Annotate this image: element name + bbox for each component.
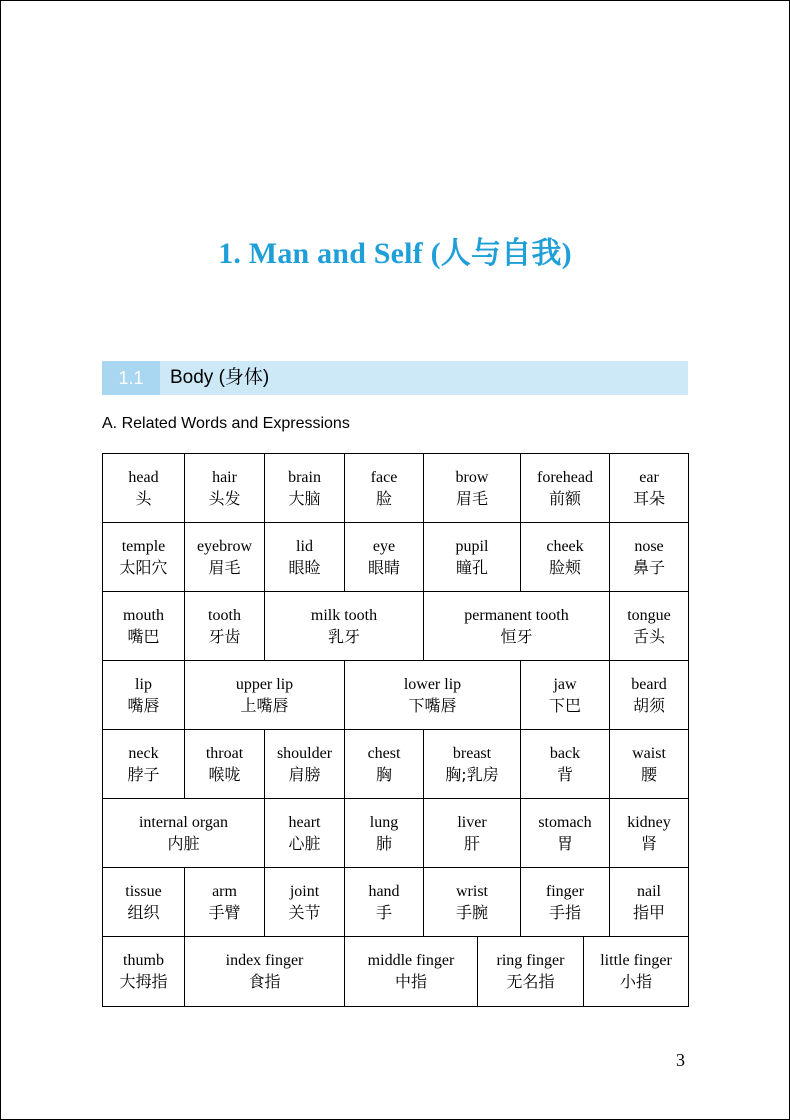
chinese-translation: 嘴唇 (127, 695, 160, 715)
chinese-translation: 胸 (375, 764, 392, 784)
vocab-cell (103, 592, 185, 660)
chinese-translation: 恒牙 (500, 626, 533, 646)
vocab-cell (345, 454, 424, 522)
english-word: throat (205, 744, 244, 762)
chinese-translation: 胃 (556, 833, 573, 853)
chinese-translation: 下嘴唇 (408, 695, 457, 715)
chinese-translation: 内脏 (167, 833, 200, 853)
section-header (102, 361, 688, 395)
vocab-cell (424, 730, 521, 798)
chinese-translation: 胸;乳房 (445, 764, 499, 784)
vocab-cell (185, 937, 345, 1006)
table-row (103, 661, 688, 730)
english-word: kidney (627, 813, 671, 831)
vocab-cell (521, 868, 610, 936)
chinese-translation: 关节 (288, 902, 321, 922)
chinese-translation: 脖子 (127, 764, 160, 784)
vocab-cell (521, 730, 610, 798)
vocab-cell (521, 523, 610, 591)
vocab-cell (103, 730, 185, 798)
chinese-translation: 耳朵 (632, 488, 665, 508)
chinese-translation: 喉咙 (208, 764, 241, 784)
table-row (103, 592, 688, 661)
english-word: index finger (225, 952, 304, 969)
english-word: thumb (123, 952, 164, 969)
chinese-translation: 大拇指 (119, 972, 168, 991)
chinese-translation: 鼻子 (632, 557, 665, 577)
chinese-translation: 中指 (394, 972, 427, 991)
chinese-translation: 舌头 (632, 626, 665, 646)
english-word: nose (634, 537, 664, 555)
vocab-cell (610, 592, 688, 660)
chinese-translation: 头 (135, 488, 152, 508)
vocab-cell (185, 454, 265, 522)
chinese-translation: 眉毛 (455, 488, 488, 508)
vocab-cell (424, 799, 521, 867)
vocab-cell (424, 523, 521, 591)
chinese-translation: 手指 (548, 902, 581, 922)
english-word: lip (135, 675, 152, 693)
chinese-translation: 腰 (640, 764, 657, 784)
english-word: milk tooth (310, 606, 378, 624)
chinese-translation: 头发 (208, 488, 241, 508)
english-word: middle finger (367, 952, 455, 969)
chinese-translation: 小指 (619, 972, 652, 991)
vocab-cell (610, 868, 688, 936)
english-word: heart (288, 813, 321, 831)
vocab-cell (610, 454, 688, 522)
vocab-cell (265, 730, 345, 798)
english-word: tongue (627, 606, 671, 624)
vocab-cell (185, 523, 265, 591)
chinese-translation: 眼睛 (367, 557, 400, 577)
english-word: ring finger (496, 952, 565, 969)
english-word: nail (637, 882, 661, 900)
vocab-cell (265, 523, 345, 591)
chinese-translation: 手 (375, 902, 392, 922)
vocab-cell (521, 799, 610, 867)
english-word: finger (545, 882, 585, 900)
vocab-cell (424, 454, 521, 522)
chapter-title: 1. Man and Self (人与自我) (218, 237, 572, 270)
vocab-cell (345, 661, 521, 729)
vocab-cell (103, 937, 185, 1006)
chinese-translation: 嘴巴 (127, 626, 160, 646)
english-word: internal organ (138, 813, 228, 831)
vocab-cell (103, 523, 185, 591)
english-word: hand (368, 882, 400, 900)
chinese-translation: 手臂 (208, 902, 241, 922)
vocab-cell (265, 454, 345, 522)
chinese-translation: 无名指 (506, 972, 555, 991)
page-number: 3 (676, 1050, 685, 1070)
chinese-translation: 瞳孔 (455, 557, 488, 577)
english-word: shoulder (276, 744, 333, 762)
vocab-cell (584, 937, 688, 1006)
chinese-translation: 肝 (463, 833, 480, 853)
chinese-translation: 胡须 (632, 695, 665, 715)
vocab-cell (185, 730, 265, 798)
english-word: ear (639, 468, 659, 486)
vocab-cell (521, 454, 610, 522)
vocab-cell (610, 523, 688, 591)
table-row (103, 799, 688, 868)
vocab-cell (610, 661, 688, 729)
english-word: back (549, 744, 581, 762)
table-row (103, 454, 688, 523)
vocab-cell (424, 592, 610, 660)
english-word: temple (121, 537, 166, 555)
english-word: stomach (538, 813, 592, 831)
subsection-heading: A. Related Words and Expressions (102, 415, 350, 432)
english-word: permanent tooth (464, 606, 569, 624)
chinese-translation: 手腕 (455, 902, 488, 922)
chinese-translation: 脸 (375, 488, 392, 508)
vocab-cell (610, 799, 688, 867)
chinese-translation: 脸颊 (548, 557, 581, 577)
vocabulary-table (102, 453, 689, 1007)
english-word: arm (212, 882, 237, 900)
chinese-translation: 心脏 (288, 833, 321, 853)
english-word: wrist (456, 882, 488, 900)
vocab-cell (185, 592, 265, 660)
chinese-translation: 指甲 (632, 902, 665, 922)
english-word: cheek (546, 537, 584, 555)
english-word: upper lip (235, 675, 294, 693)
chinese-translation: 大脑 (288, 488, 321, 508)
english-word: liver (457, 813, 487, 831)
english-word: lung (369, 813, 399, 831)
chinese-translation: 太阳穴 (119, 557, 168, 577)
chinese-translation: 食指 (248, 972, 281, 991)
table-row (103, 523, 688, 592)
chinese-translation: 前额 (548, 488, 581, 508)
chinese-translation: 乳牙 (327, 626, 360, 646)
english-word: face (370, 468, 398, 486)
vocab-cell (345, 799, 424, 867)
english-word: brain (288, 468, 321, 486)
vocab-cell (103, 799, 265, 867)
chinese-translation: 眉毛 (208, 557, 241, 577)
chinese-translation: 组织 (127, 902, 160, 922)
vocab-cell (103, 868, 185, 936)
vocab-cell (265, 868, 345, 936)
vocab-cell (103, 661, 185, 729)
english-word: eyebrow (196, 537, 253, 555)
english-word: tissue (125, 882, 162, 900)
english-word: eye (372, 537, 396, 555)
english-word: head (128, 468, 159, 486)
vocab-cell (265, 799, 345, 867)
chinese-translation: 上嘴唇 (240, 695, 289, 715)
english-word: waist (632, 744, 666, 762)
vocab-cell (103, 454, 185, 522)
vocab-cell (345, 730, 424, 798)
chinese-translation: 肩膀 (288, 764, 321, 784)
vocab-cell (185, 661, 345, 729)
vocab-cell (345, 868, 424, 936)
vocab-cell (610, 730, 688, 798)
chinese-translation: 下巴 (548, 695, 581, 715)
english-word: lid (296, 537, 313, 555)
english-word: pupil (455, 537, 489, 555)
table-row (103, 868, 688, 937)
vocab-cell (265, 592, 424, 660)
vocab-cell (521, 661, 610, 729)
english-word: hair (212, 468, 237, 486)
section-number: 1.1 (102, 361, 160, 395)
english-word: neck (128, 744, 159, 762)
english-word: brow (455, 468, 489, 486)
table-row (103, 730, 688, 799)
english-word: little finger (600, 952, 672, 969)
vocab-cell (345, 937, 478, 1006)
chinese-translation: 肾 (640, 833, 657, 853)
vocab-cell (185, 868, 265, 936)
vocab-cell (424, 868, 521, 936)
vocab-cell (345, 523, 424, 591)
english-word: forehead (537, 468, 593, 486)
section-title: Body (身体) (170, 367, 270, 388)
chinese-translation: 牙齿 (208, 626, 241, 646)
chinese-translation: 眼睑 (288, 557, 321, 577)
chinese-translation: 肺 (375, 833, 392, 853)
table-row (103, 937, 688, 1006)
english-word: beard (631, 675, 667, 693)
english-word: breast (452, 744, 492, 762)
english-word: tooth (208, 606, 241, 624)
english-word: jaw (553, 675, 577, 693)
english-word: chest (367, 744, 401, 762)
vocab-cell (478, 937, 584, 1006)
chinese-translation: 背 (556, 764, 573, 784)
english-word: mouth (123, 606, 164, 624)
english-word: lower lip (403, 675, 462, 693)
english-word: joint (289, 882, 320, 900)
